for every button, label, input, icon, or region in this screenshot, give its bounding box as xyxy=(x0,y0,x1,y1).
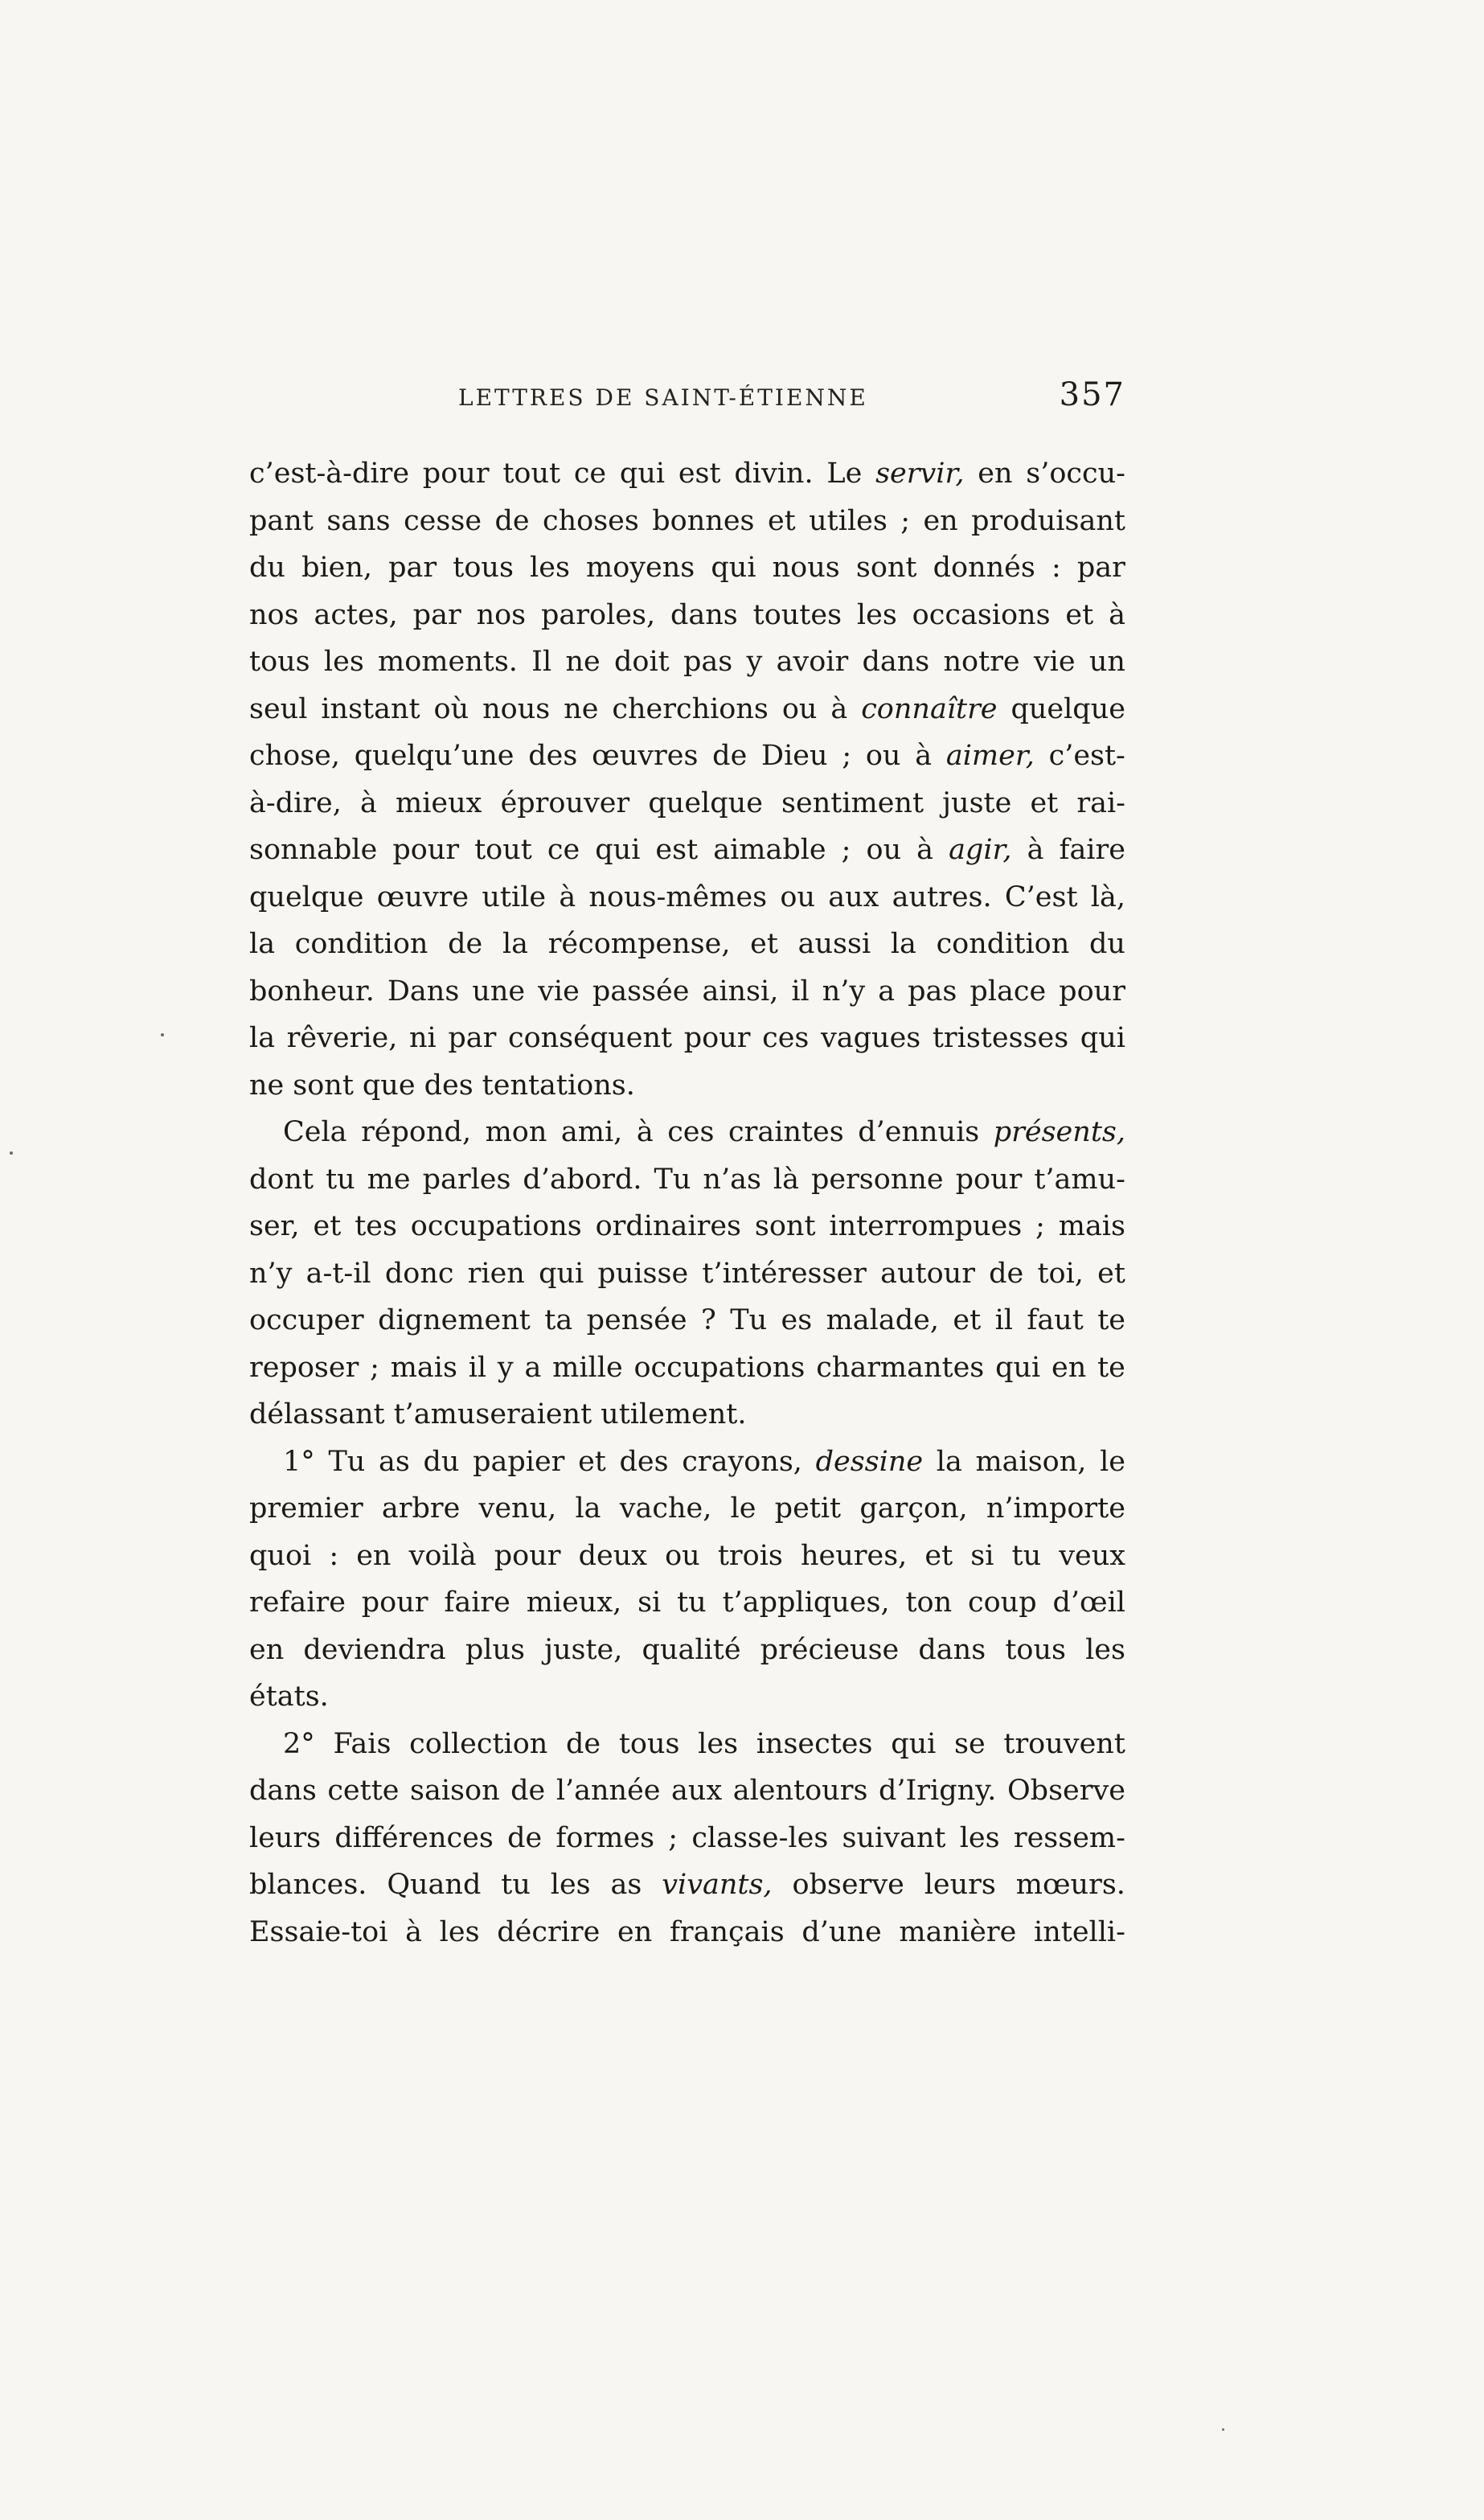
paragraph xyxy=(249,450,1125,1109)
running-head xyxy=(249,376,1125,425)
text-line: nos actes, par nos paroles, dans toutes les occasions et à xyxy=(249,598,1125,631)
scan-speck xyxy=(161,1033,164,1036)
text-line: Cela répond, mon ami, à ces craintes d’ennuis présents, xyxy=(283,1116,1125,1148)
text-line: ser, et tes occupations ordinaires sont interrompues ; mais xyxy=(249,1210,1125,1242)
body-text xyxy=(249,450,1125,1956)
text-line: Essaie-toi à les décrire en français d’une manière intelli- xyxy=(249,1915,1125,1948)
running-title: LETTRES DE SAINT-ÉTIENNE xyxy=(458,384,868,411)
text-line: bonheur. Dans une vie passée ainsi, il n’y a pas place pour xyxy=(249,975,1125,1008)
text-line: délassant t’amuseraient utilement. xyxy=(249,1398,747,1430)
text-line: la rêverie, ni par conséquent pour ces vagues tristesses qui xyxy=(249,1022,1125,1054)
text-line: leurs différences de formes ; classe-les suivant les ressem- xyxy=(249,1821,1125,1854)
text-line: du bien, par tous les moyens qui nous sont donnés : par xyxy=(249,552,1125,584)
text-line: la condition de la récompense, et aussi la condition du xyxy=(249,928,1125,960)
text-line: états. xyxy=(249,1681,329,1713)
text-line: quelque œuvre utile à nous-mêmes ou aux autres. C’est là, xyxy=(249,880,1125,913)
paragraph xyxy=(249,1721,1125,1956)
text-line: ne sont que des tentations. xyxy=(249,1069,635,1102)
text-line: dont tu me parles d’abord. Tu n’as là personne pour t’amu- xyxy=(249,1163,1125,1196)
text-line: reposer ; mais il y a mille occupations charmantes qui en te xyxy=(249,1351,1125,1384)
text-line: seul instant où nous ne cherchions ou à connaître quelque xyxy=(249,692,1125,725)
paragraph xyxy=(249,1439,1125,1721)
text-line: 2° Fais collection de tous les insectes qui se trouvent xyxy=(283,1727,1125,1760)
text-line: quoi : en voilà pour deux ou trois heures, et si tu veux xyxy=(249,1539,1125,1572)
text-line: n’y a-t-il donc rien qui puisse t’intéresser autour de toi, et xyxy=(249,1257,1125,1290)
text-line: sonnable pour tout ce qui est aimable ; ou à agir, à faire xyxy=(249,834,1125,866)
page-number: 357 xyxy=(1059,376,1125,413)
text-line: c’est-à-dire pour tout ce qui est divin. Le servir, en s’occu- xyxy=(249,458,1125,490)
text-line: chose, quelqu’une des œuvres de Dieu ; ou à aimer, c’est- xyxy=(249,740,1125,772)
text-line: dans cette saison de l’année aux alentours d’Irigny. Observe xyxy=(249,1775,1125,1807)
text-line: pant sans cesse de choses bonnes et utiles ; en produisant xyxy=(249,504,1125,537)
text-line: 1° Tu as du papier et des crayons, dessine la maison, le xyxy=(283,1445,1125,1478)
scan-speck xyxy=(10,1151,13,1155)
text-line: refaire pour faire mieux, si tu t’appliques, ton coup d’œil xyxy=(249,1586,1125,1619)
text-line: à-dire, à mieux éprouver quelque sentiment juste et rai- xyxy=(249,786,1125,819)
text-line: occuper dignement ta pensée ? Tu es malade, et il faut te xyxy=(249,1304,1125,1336)
scan-speck xyxy=(1222,2428,1224,2431)
text-line: blances. Quand tu les as vivants, observe leurs mœurs. xyxy=(249,1869,1125,1901)
text-line: en deviendra plus juste, qualité précieuse dans tous les xyxy=(249,1633,1125,1666)
text-line: premier arbre venu, la vache, le petit garçon, n’importe xyxy=(249,1492,1125,1525)
text-line: tous les moments. Il ne doit pas y avoir dans notre vie un xyxy=(249,646,1125,678)
paragraph xyxy=(249,1109,1125,1439)
